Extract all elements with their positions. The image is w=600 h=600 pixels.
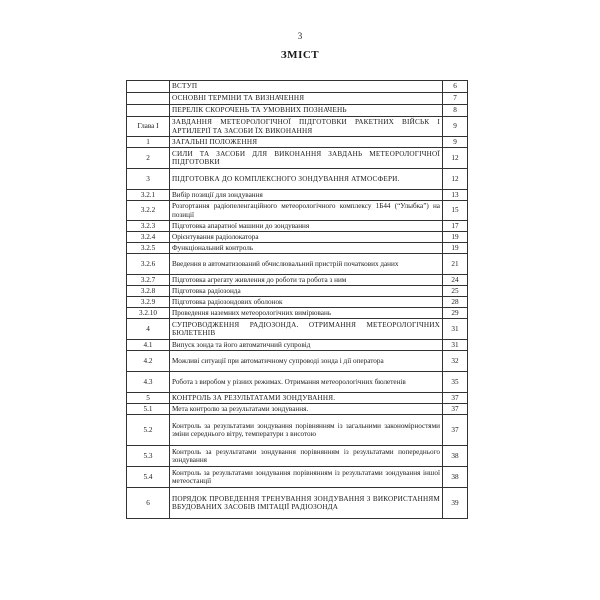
toc-section-number: 3 bbox=[127, 169, 170, 190]
toc-section-title: ЗАГАЛЬНІ ПОЛОЖЕННЯ bbox=[170, 137, 443, 148]
toc-row bbox=[127, 446, 468, 467]
toc-section-title: ПОРЯДОК ПРОВЕДЕННЯ ТРЕНУВАННЯ ЗОНДУВАННЯ З ВИКОРИСТАННЯМ ВБУДОВАНИХ ЗАСОБІВ ІМІТАЦІЇ РАДІОЗОНДА bbox=[170, 488, 443, 519]
toc-page-number: 38 bbox=[443, 467, 468, 488]
toc-section-title: Можливі ситуації при автоматичному супроводі зонда і дії оператора bbox=[170, 351, 443, 372]
toc-page-number: 21 bbox=[443, 254, 468, 275]
toc-page-number: 17 bbox=[443, 221, 468, 232]
toc-section-number: 3.2.1 bbox=[127, 190, 170, 201]
toc-row bbox=[127, 286, 468, 297]
toc-section-title: Контроль за результатами зондування порівнянням із результатами попереднього зондування bbox=[170, 446, 443, 467]
toc-section-number bbox=[127, 81, 170, 93]
toc-page-number: 19 bbox=[443, 243, 468, 254]
toc-section-title: Розгортання радіопеленгаційного метеорологічного комплексу 1Б44 (“Улыбка”) на позиції bbox=[170, 201, 443, 221]
toc-section-number: 4.2 bbox=[127, 351, 170, 372]
toc-section-number: 1 bbox=[127, 137, 170, 148]
toc-page-number: 31 bbox=[443, 340, 468, 351]
toc-section-title: Підготовка агрегату живлення до роботи та робота з ним bbox=[170, 275, 443, 286]
toc-page-number: 7 bbox=[443, 93, 468, 105]
toc-row bbox=[127, 372, 468, 393]
toc-row bbox=[127, 169, 468, 190]
toc-section-title: Випуск зонда та його автоматичний супровід bbox=[170, 340, 443, 351]
toc-page-number: 15 bbox=[443, 201, 468, 221]
toc-row bbox=[127, 201, 468, 221]
toc-section-title: Проведення наземних метеорологічних вимірювань bbox=[170, 308, 443, 319]
toc-section-number: 3.2.3 bbox=[127, 221, 170, 232]
toc-section-number: 3.2.8 bbox=[127, 286, 170, 297]
toc-page-number: 6 bbox=[443, 81, 468, 93]
toc-section-number: 4 bbox=[127, 319, 170, 340]
toc-section-number: 3.2.2 bbox=[127, 201, 170, 221]
toc-section-title: Введення в автоматизований обчислювальний пристрій початкових даних bbox=[170, 254, 443, 275]
toc-section-number: 5.1 bbox=[127, 404, 170, 415]
page-number: 3 bbox=[297, 31, 303, 41]
toc-row bbox=[127, 488, 468, 519]
toc-page-number: 38 bbox=[443, 446, 468, 467]
toc-row bbox=[127, 148, 468, 169]
toc-page-number: 35 bbox=[443, 372, 468, 393]
toc-page-number: 37 bbox=[443, 393, 468, 404]
toc-row bbox=[127, 393, 468, 404]
table-of-contents bbox=[126, 80, 468, 519]
toc-section-number: Глава І bbox=[127, 117, 170, 137]
toc-section-number: 5 bbox=[127, 393, 170, 404]
toc-page-number: 37 bbox=[443, 415, 468, 446]
toc-row bbox=[127, 415, 468, 446]
toc-row bbox=[127, 404, 468, 415]
toc-page-number: 37 bbox=[443, 404, 468, 415]
toc-section-title: Функціональний контроль bbox=[170, 243, 443, 254]
toc-section-title: Мета контролю за результатами зондування. bbox=[170, 404, 443, 415]
toc-row bbox=[127, 81, 468, 93]
toc-section-number: 5.3 bbox=[127, 446, 170, 467]
toc-section-title: Підготовка радіозонда bbox=[170, 286, 443, 297]
toc-row bbox=[127, 351, 468, 372]
toc-page-number: 29 bbox=[443, 308, 468, 319]
toc-section-title: Контроль за результатами зондування порівнянням із результатами зондування іншої метеостанції bbox=[170, 467, 443, 488]
toc-section-number: 5.2 bbox=[127, 415, 170, 446]
toc-section-number: 3.2.5 bbox=[127, 243, 170, 254]
toc-section-number: 4.3 bbox=[127, 372, 170, 393]
toc-row bbox=[127, 117, 468, 137]
toc-section-title: ПЕРЕЛІК СКОРОЧЕНЬ ТА УМОВНИХ ПОЗНАЧЕНЬ bbox=[170, 105, 443, 117]
toc-page-number: 12 bbox=[443, 148, 468, 169]
toc-section-number: 3.2.4 bbox=[127, 232, 170, 243]
toc-section-title: Орієнтування радіолокатора bbox=[170, 232, 443, 243]
toc-row bbox=[127, 340, 468, 351]
toc-section-number: 2 bbox=[127, 148, 170, 169]
toc-section-number: 5.4 bbox=[127, 467, 170, 488]
page-title: ЗМІСТ bbox=[280, 49, 320, 61]
toc-page-number: 12 bbox=[443, 169, 468, 190]
toc-page-number: 25 bbox=[443, 286, 468, 297]
toc-section-number: 6 bbox=[127, 488, 170, 519]
toc-row bbox=[127, 232, 468, 243]
toc-section-title: ОСНОВНІ ТЕРМІНИ ТА ВИЗНАЧЕННЯ bbox=[170, 93, 443, 105]
toc-row bbox=[127, 319, 468, 340]
toc-section-title: Підготовка апаратної машини до зондування bbox=[170, 221, 443, 232]
toc-section-title: КОНТРОЛЬ ЗА РЕЗУЛЬТАТАМИ ЗОНДУВАННЯ. bbox=[170, 393, 443, 404]
toc-page-number: 31 bbox=[443, 319, 468, 340]
toc-section-number: 3.2.7 bbox=[127, 275, 170, 286]
toc-page-number: 39 bbox=[443, 488, 468, 519]
toc-page-number: 24 bbox=[443, 275, 468, 286]
toc-section-number bbox=[127, 105, 170, 117]
toc-row bbox=[127, 190, 468, 201]
toc-row bbox=[127, 93, 468, 105]
toc-section-title: ВСТУП bbox=[170, 81, 443, 93]
toc-row bbox=[127, 297, 468, 308]
toc-section-number: 4.1 bbox=[127, 340, 170, 351]
toc-page-number: 8 bbox=[443, 105, 468, 117]
toc-section-number: 3.2.6 bbox=[127, 254, 170, 275]
toc-section-number: 3.2.9 bbox=[127, 297, 170, 308]
toc-page-number: 19 bbox=[443, 232, 468, 243]
toc-row bbox=[127, 243, 468, 254]
toc-row bbox=[127, 254, 468, 275]
toc-row bbox=[127, 275, 468, 286]
toc-row bbox=[127, 308, 468, 319]
toc-section-title: СИЛИ ТА ЗАСОБИ ДЛЯ ВИКОНАННЯ ЗАВДАНЬ МЕТЕОРОЛОГІЧНОЇ ПІДГОТОВКИ bbox=[170, 148, 443, 169]
toc-row bbox=[127, 105, 468, 117]
toc-row bbox=[127, 467, 468, 488]
toc-section-number bbox=[127, 93, 170, 105]
toc-row bbox=[127, 221, 468, 232]
toc-section-title: Робота з виробом у різних режимах. Отримання метеорологічних бюлетенів bbox=[170, 372, 443, 393]
toc-page-number: 9 bbox=[443, 117, 468, 137]
toc-section-number: 3.2.10 bbox=[127, 308, 170, 319]
toc-section-title: ЗАВДАННЯ МЕТЕОРОЛОГІЧНОЇ ПІДГОТОВКИ РАКЕТНИХ ВІЙСЬК І АРТИЛЕРІЇ ТА ЗАСОБИ ЇХ ВИКОНАННЯ bbox=[170, 117, 443, 137]
toc-section-title: Підготовка радіозондових оболонок bbox=[170, 297, 443, 308]
toc-row bbox=[127, 137, 468, 148]
toc-section-title: Вибір позиції для зондування bbox=[170, 190, 443, 201]
toc-section-title: СУПРОВОДЖЕННЯ РАДІОЗОНДА. ОТРИМАННЯ МЕТЕОРОЛОГІЧНИХ БЮЛЕТЕНІВ bbox=[170, 319, 443, 340]
toc-page-number: 28 bbox=[443, 297, 468, 308]
toc-page-number: 13 bbox=[443, 190, 468, 201]
toc-page-number: 32 bbox=[443, 351, 468, 372]
toc-section-title: Контроль за результатами зондування порівнянням із загальними закономірностями зміни середнього вітру, температури з висотою bbox=[170, 415, 443, 446]
toc-section-title: ПІДГОТОВКА ДО КОМПЛЕКСНОГО ЗОНДУВАННЯ АТМОСФЕРИ. bbox=[170, 169, 443, 190]
toc-page-number: 9 bbox=[443, 137, 468, 148]
